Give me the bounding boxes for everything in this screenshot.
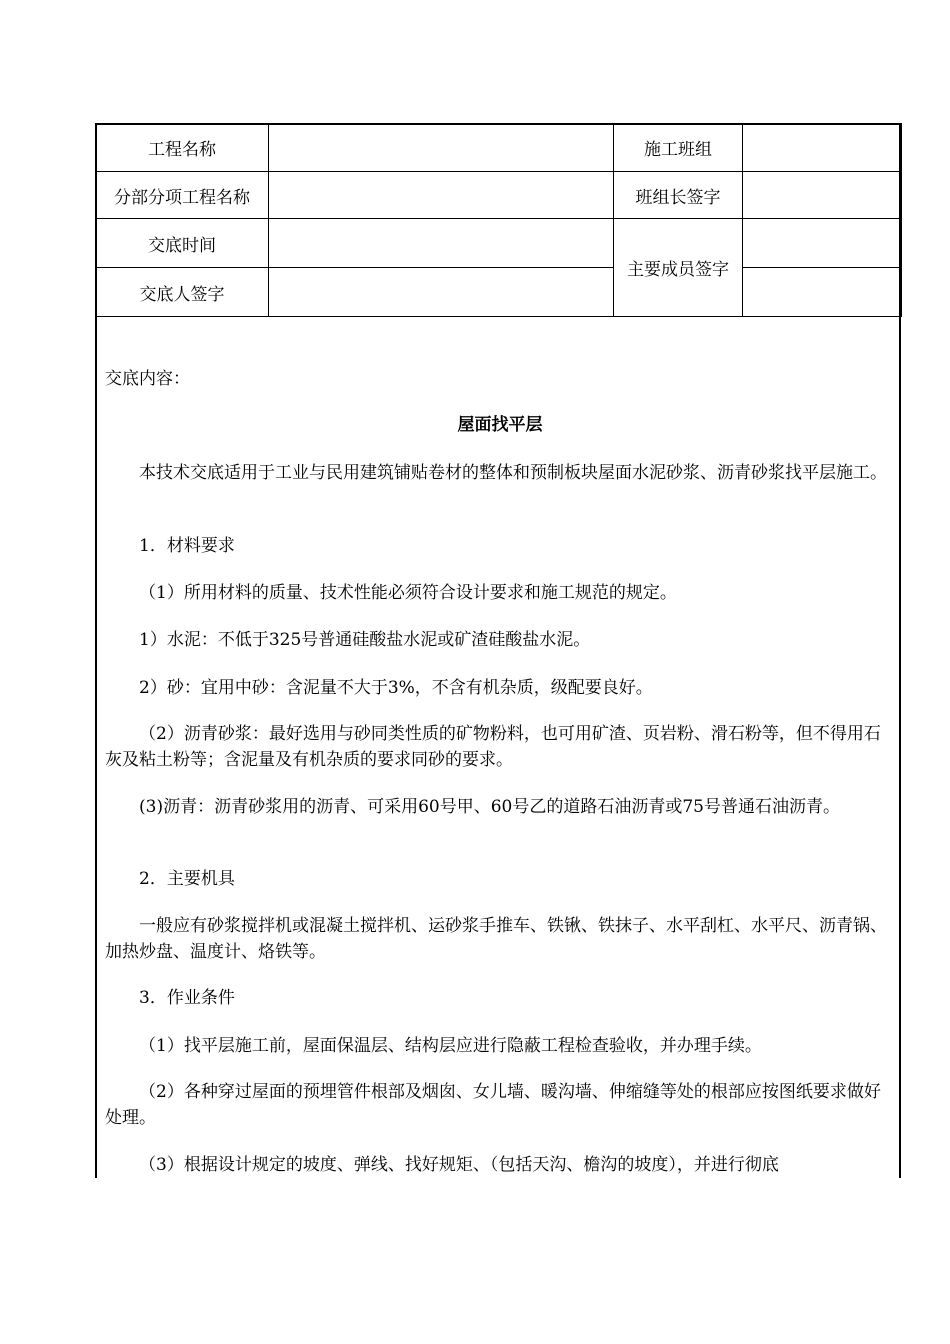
members-sign-label: 主要成员签字	[614, 219, 743, 317]
members-sign-field[interactable]	[743, 219, 902, 268]
section-3-item-2: （2）各种穿过屋面的预埋管件根部及烟囱、女儿墙、暖沟墙、伸缩缝等处的根部应按图纸要求做好处理。	[105, 1082, 881, 1128]
section-2-item-1: 一般应有砂浆搅拌机或混凝土搅拌机、运砂浆手推车、铁锹、铁抹子、水平刮杠、水平尺、沥青锅、加热炒盘、温度计、烙铁等。	[105, 916, 887, 962]
section-3-heading: 3．作业条件	[139, 988, 235, 1008]
section-1-item-3: 2）砂：宜用中砂：含泥量不大于3%，不含有机杂质，级配要良好。	[139, 678, 653, 698]
leader-sign-label: 班组长签字	[614, 172, 743, 219]
subproject-field[interactable]	[269, 172, 614, 219]
intro-paragraph: 本技术交底适用于工业与民用建筑铺贴卷材的整体和预制板块屋面水泥砂浆、沥青砂浆找平层施工。	[139, 463, 887, 483]
presenter-sign-label: 交底人签字	[96, 268, 269, 317]
leader-sign-field[interactable]	[743, 172, 902, 219]
subproject-label: 分部分项工程名称	[96, 172, 269, 219]
section-1-heading: 1．材料要求	[139, 536, 235, 556]
section-2-heading: 2．主要机具	[139, 869, 235, 889]
section-1-item-5: (3)沥青：沥青砂浆用的沥青、可采用60号甲、60号乙的道路石油沥青或75号普通石油沥青。	[139, 797, 840, 817]
section-3-item-1: （1）找平层施工前，屋面保温层、结构层应进行隐蔽工程检查验收，并办理手续。	[139, 1036, 762, 1056]
section-1-item-2: 1）水泥：不低于325号普通硅酸盐水泥或矿渣硅酸盐水泥。	[139, 630, 591, 650]
project-name-field[interactable]	[269, 124, 614, 172]
project-name-label: 工程名称	[96, 124, 269, 172]
content-label: 交底内容：	[105, 369, 190, 389]
time-label: 交底时间	[96, 219, 269, 268]
presenter-sign-field[interactable]	[269, 268, 614, 317]
section-1-item-1: （1）所用材料的质量、技术性能必须符合设计要求和施工规范的规定。	[139, 583, 677, 603]
members-sign-field-2[interactable]	[743, 268, 902, 317]
header-table	[95, 123, 902, 317]
team-field[interactable]	[743, 124, 902, 172]
content-title: 屋面找平层	[457, 415, 543, 435]
section-3-item-3: （3）根据设计规定的坡度、弹线、找好规矩、（包括天沟、檐沟的坡度），并进行彻底	[139, 1155, 779, 1175]
time-field[interactable]	[269, 219, 614, 268]
team-label: 施工班组	[614, 124, 743, 172]
section-1-item-4: （2）沥青砂浆：最好选用与砂同类性质的矿物粉料，也可用矿渣、页岩粉、滑石粉等，但不得用石灰及粘土粉等；含泥量及有机杂质的要求同砂的要求。	[105, 724, 881, 770]
